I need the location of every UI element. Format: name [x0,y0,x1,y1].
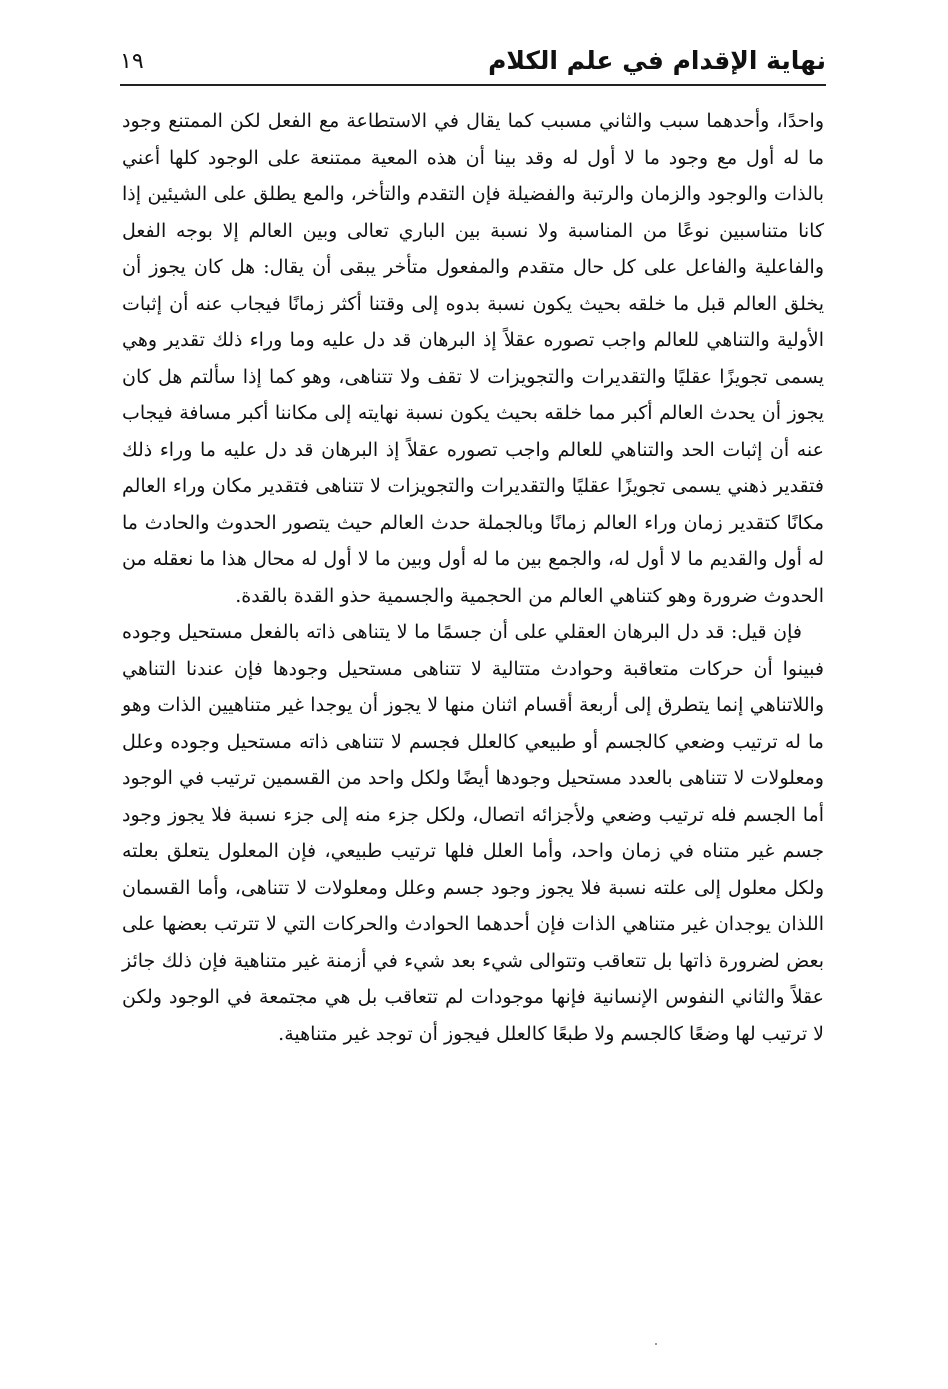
running-title: نهاية الإقدام في علم الكلام [488,46,826,75]
paragraph-2: فإن قيل: قد دل البرهان العقلي على أن جسمًا ما لا يتناهى ذاته بالفعل مستحيل وجوده فبينوا أن حركات متعاقبة وحوادث متتالية لا تتناهى مستحيل وجودها فإن عندنا التناهي واللاتناهي إنما يتطرق إلى أربعة أقسام اثنان منها لا يجوز أن يوجدا غير متناهيين الذات وهو ما له ترتيب وضعي كالجسم أو طبيعي كالعلل فجسم لا تتناهى ذاته مستحيل وجوده وعلل ومعلولات لا تتناهى بالعدد مستحيل وجودها أيضًا ولكل واحد من القسمين ترتيب في الوجود أما الجسم فله ترتيب وضعي ولأجزائه اتصال، ولكل جزء منه إلى جزء نسبة فلا يجوز وجود جسم غير متناه في زمان واحد، وأما العلل فلها ترتيب طبيعي، فإن المعلول يتعلق بعلته ولكل معلول إلى علته نسبة فلا يجوز وجود جسم وعلل ومعلولات لا تتناهى، وأما القسمان اللذان يوجدان غير متناهي الذات فإن أحدهما الحوادث والحركات التي لا تترتب بعضها على بعض لضرورة ذاتها بل تتعاقب وتتوالى شيء بعد شيء في أزمنة غير متناهية فإن ذلك جائز عقلاً والثاني النفوس الإنسانية فإنها موجودات لم تتعاقب بل هي مجتمعة في الوجود ولكن لا ترتيب لها وضعًا كالجسم ولا طبعًا كالعلل فيجوز أن توجد غير متناهية. [122,621,824,1045]
paragraph-1: واحدًا، وأحدهما سبب والثاني مسبب كما يقال في الاستطاعة مع الفعل لكن الممتنع وجود ما له أول مع وجود ما لا أول له وقد بينا أن هذه المعية ممتنعة على الوجود كلها أعني بالذات والوجود والزمان والرتبة والفضيلة فإن التقدم والتأخر، والمع يطلق على الشيئين إذا كانا متناسبين نوعًا من المناسبة ولا نسبة بين الباري تعالى وبين العالم إلا بوجه الفعل والفاعلية والفاعل على كل حال متقدم والمفعول متأخر يبقى أن يقال: هل كان يجوز أن يخلق العالم قبل ما خلقه بحيث يكون نسبة بدوه إلى وقتنا أكثر زمانًا فيجاب عنه أن إثبات الأولية والتناهي للعالم واجب تصوره عقلاً إذ البرهان قد دل عليه وما وراء ذلك تقدير وهي يسمى تجويزًا عقليًا والتقديرات والتجويزات لا تقف ولا تتناهى، وهو كما إذا سألتم هل كان يجوز أن يحدث العالم أكبر مما خلقه بحيث يكون نسبة نهايته إلى مكاننا أكبر مسافة فيجاب عنه أن إثبات الحد والتناهي للعالم واجب تصوره عقلاً إذ البرهان قد دل عليه ما وراء ذلك فتقدير ذهني يسمى تجويزًا عقليًا والتقديرات والتجويزات لا تتناهى فتقدير مكان وراء العالم مكانًا كتقدير زمان وراء العالم زمانًا وبالجملة حدث العالم حيث يتصور الحدوث والحادث ما له أول والقديم ما لا أول له، والجمع بين ما له أول وبين ما لا أول له محال هذا ما نعقله من الحدوث ضرورة وهو كتناهي العالم من الحجمية والجسمية حذو القدة بالقدة. [122,110,824,607]
header-divider [120,84,826,86]
scan-speck [655,1343,657,1345]
page-header [120,40,826,84]
page-number: ١٩ [120,49,144,74]
main-text [122,103,824,1052]
